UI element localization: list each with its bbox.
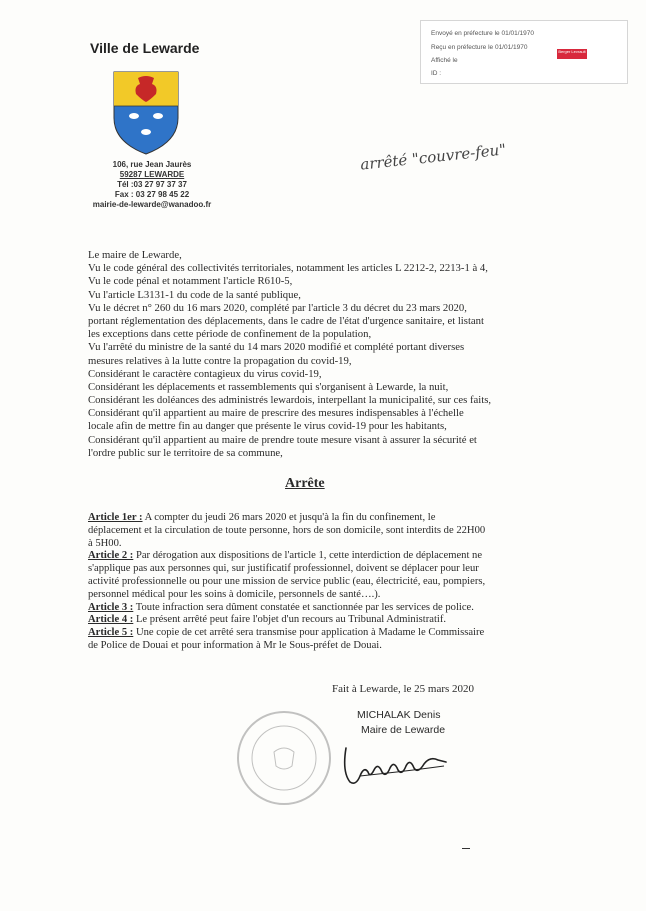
- preamble-line: portant réglementation des déplacements, dans le cadre de l'état d'urgence sanitaire, et listant: [88, 314, 484, 327]
- signer-name: MICHALAK Denis: [357, 709, 441, 721]
- article-2-text: personnel médical pour les soins à domicile, personnels de santé….).: [88, 588, 381, 600]
- preamble-line: Considérant qu'il appartient au maire de prendre toute mesure visant à assurer la sécurité et: [88, 433, 477, 446]
- pref-received: Reçu en préfecture le 01/01/1970: [431, 44, 528, 51]
- official-stamp-icon: [234, 708, 334, 808]
- coat-of-arms-icon: [112, 70, 180, 156]
- pref-sent: Envoyé en préfecture le 01/01/1970: [431, 30, 534, 37]
- article-1-text: A compter du jeudi 26 mars 2020 et jusqu'à la fin du confinement, le: [144, 512, 436, 523]
- pref-id: ID :: [431, 70, 442, 77]
- pref-badge: Berger Levrault: [557, 49, 587, 59]
- signer-role: Maire de Lewarde: [361, 724, 446, 736]
- article-2-label: Article 2 :: [88, 550, 134, 562]
- preamble: [88, 249, 588, 460]
- address-email: mairie-de-lewarde@wanadoo.fr: [92, 200, 212, 209]
- article-1-label: Article 1er :: [88, 512, 143, 523]
- article-2-text: s'applique pas aux personnes qui, sur justificatif professionnel, doivent se déplacer pour leur: [88, 563, 479, 575]
- preamble-line: Vu le code pénal et notamment l'article R610-5,: [88, 275, 293, 288]
- address-postal-city: 59287 LEWARDE: [119, 170, 185, 179]
- article-2-text: activité professionnelle ou pour une mission de service public (eau, électricité, eau, pompiers,: [88, 575, 486, 587]
- address-street: 106, rue Jean Jaurès: [112, 160, 192, 169]
- handwritten-title: arrêté "couvre-feu": [359, 140, 507, 174]
- page-mark: [462, 848, 470, 849]
- article-4-text: Le présent arrêté peut faire l'objet d'un recours au Tribunal Administratif.: [135, 614, 447, 626]
- preamble-line: Vu le décret n° 260 du 16 mars 2020, complété par l'article 3 du décret du 23 mars 2020,: [88, 301, 467, 314]
- prefecture-transmission-box: [420, 20, 628, 84]
- preamble-line: Considérant les déplacements et rassemblements qui s'organisent à Lewarde, la nuit,: [88, 380, 449, 393]
- preamble-line: locale afin de mettre fin au danger que présente le virus covid-19 pour les habitants,: [88, 420, 447, 433]
- article-2-text: Par dérogation aux dispositions de l'article 1, cette interdiction de déplacement ne: [135, 550, 483, 562]
- article-1-text: à 5H00.: [88, 537, 122, 549]
- article-5-label: Article 5 :: [88, 627, 134, 639]
- articles: [88, 512, 588, 653]
- preamble-line: Vu le code général des collectivités territoriales, notamment les articles L 2212-2, 2213-1 à 4,: [88, 262, 488, 275]
- preamble-line: les exceptions dans cette période de confinement de la population,: [88, 328, 372, 341]
- place-and-date: Fait à Lewarde, le 25 mars 2020: [332, 683, 475, 695]
- article-5-text: Une copie de cet arrêté sera transmise pour application à Madame le Commissaire: [135, 627, 485, 639]
- preamble-line: Le maire de Lewarde,: [88, 249, 182, 261]
- preamble-line: Considérant le caractère contagieux du virus covid-19,: [88, 367, 322, 380]
- preamble-line: Considérant qu'il appartient au maire de prescrire des mesures indispensables à l'échelle: [88, 407, 464, 420]
- pref-posted: Affiché le: [431, 57, 458, 64]
- preamble-line: mesures relatives à la lutte contre la propagation du covid-19,: [88, 354, 352, 367]
- article-3-text: Toute infraction sera dûment constatée et sanctionnée par les services de police.: [135, 601, 474, 613]
- article-4-label: Article 4 :: [88, 614, 134, 626]
- address-fax: Fax : 03 27 98 45 22: [114, 190, 190, 199]
- address-phone: Tél :03 27 97 37 37: [117, 180, 187, 189]
- preamble-line: Vu l'arrêté du ministre de la santé du 14 mars 2020 modifié et complété portant diverses: [88, 341, 465, 354]
- town-hall-address: [82, 160, 222, 210]
- signature-icon: [340, 742, 450, 788]
- article-3-label: Article 3 :: [88, 601, 134, 613]
- preamble-line: l'ordre public sur le territoire de sa commune,: [88, 446, 283, 459]
- decree-heading: Arrête: [285, 476, 325, 491]
- town-name: Ville de Lewarde: [90, 40, 200, 56]
- preamble-line: Considérant les doléances des administrés lewardois, interpellant la municipalité, sur ces faits,: [88, 394, 492, 407]
- preamble-line: Vu l'article L3131-1 du code de la santé publique,: [88, 288, 301, 301]
- article-5-text: de Police de Douai et pour information à Mr le Sous-préfet de Douai.: [88, 639, 382, 651]
- article-1-text: déplacement et la circulation de toute personne, hors de son domicile, sont interdits de 22H00: [88, 524, 486, 536]
